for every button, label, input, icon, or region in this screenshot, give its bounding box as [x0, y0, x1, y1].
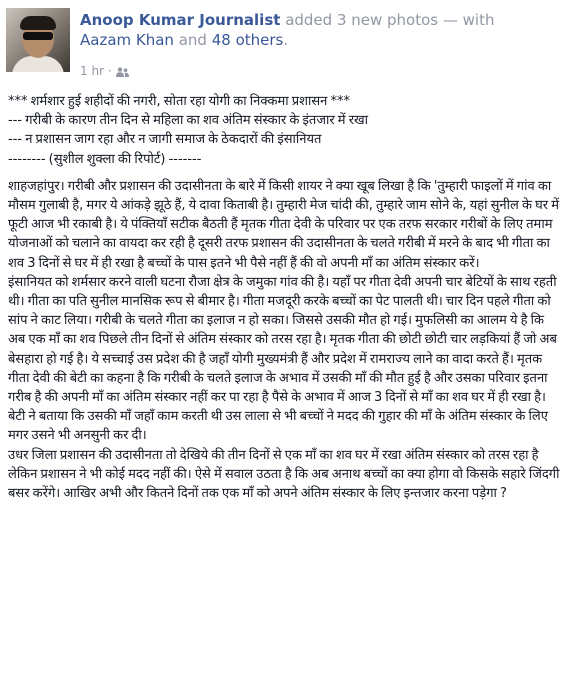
- subheadline-line: --- गरीबी के कारण तीन दिन से महिला का शव अंतिम संस्कार के इंतजार में रखा: [8, 113, 369, 129]
- post-meta: [80, 64, 129, 78]
- tagged-user-link[interactable]: Aazam Khan: [80, 31, 174, 49]
- paragraph: शाहजहांपुर। गरीबी और प्रशासन की उदासीनता के बारे में किसी शायर ने क्या खूब लिखा है कि 'तुम्हारी फाइलों में गांव का मौसम गुलाबी है, मगर ये आंकड़े झूठे हैं, ये दावा किताबी है। तुम्हारी मेज चांदी की, तुम्हारे जाम सोने के, यहां सुनील के घर में फूटी आज भी रकाबी है। ये पंक्तियाँ सटीक बैठती हैं मृतक गीता देवी के परिवार पर एक तरफ सरकार गरीबों के लिए तमाम योजनाओं को चलाने का वायदा कर रही है दूसरी तरफ प्रशासन की उदासीनता के चलते गरीबी में मरने के बाद भी गीता का शव 3 दिनों से घर में ही रखा है बच्चों के पास इतने भी पैसे नहीं हैं की वो अपनी माँ का अंतिम संस्कार करें।: [8, 178, 559, 271]
- byline: -------- (सुशील शुक्ला की रिपोर्ट) -------: [8, 151, 202, 167]
- subheadline-line: --- न प्रशासन जाग रहा और न जागी समाज के ठेकदारों की इंसानियत: [8, 132, 322, 148]
- avatar[interactable]: [6, 8, 70, 72]
- post-header: [80, 10, 550, 50]
- friends-icon[interactable]: [116, 64, 129, 78]
- others-link[interactable]: 48 others: [211, 31, 284, 49]
- timestamp-link[interactable]: 1 hr: [80, 64, 104, 78]
- paragraph: इंसानियत को शर्मसार करने वाली घटना रौजा क्षेत्र के जमुका गांव की है। यहाँ पर गीता देवी अपनी चार बेटियों के साथ रहती थी। गीता का पति सुनील मानसिक रूप से बीमार है। गीता मजदूरी करके बच्चों का पेट पालती थी। चार दिन पहले गीता को सांप ने काट लिया। गरीबी के चलते गीता का इलाज न हो सका। जिससे उसकी मौत हो गई। मुफलिसी का आलम ये है कि अब एक माँ का शव पिछले तीन दिनों से अंतिम संस्कार को तरस रहा है। मृतक गीता की छोटी छोटी चार लड़कियां हैं जो अब बेसहारा हो गई है। ये सच्चाई उस प्रदेश की है जहाँ योगी मुख्यमंत्री हैं और प्रदेश में रामराज्य लाने का वादा करते हैं। मृतक गीता देवी की बेटी का कहना है कि गरीबी के चलते इलाज के अभाव में उसकी माँ की मौत हुई है और उसका परिवार इतना गरीब है की अपनी माँ का अंतिम संस्कार नहीं कर पा रहा है पैसे के अभाव में आज 3 दिनों से माँ का शव घर में ही रखा है। बेटी ने बताया कि उसकी माँ जहाँ काम करती थी उस लाला से भी बच्चों ने मदद की गुहार की माँ के अंतिम संस्कार के लिए मगर उसने भी अनसुनी कर दी।: [8, 274, 557, 444]
- post-action-text: added 3 new photos — with: [280, 11, 495, 29]
- headline-line: *** शर्मशार हुई शहीदों की नगरी, सोता रहा योगी का निक्कमा प्रशासन ***: [8, 94, 350, 109]
- author-name-link[interactable]: Anoop Kumar Journalist: [80, 11, 281, 29]
- post-body: [8, 92, 560, 503]
- period-text: .: [283, 31, 289, 49]
- connector-text: and: [173, 31, 212, 49]
- paragraph: उधर जिला प्रशासन की उदासीनता तो देखिये की तीन दिनों से एक माँ का शव घर में रखा अंतिम संस्कार को तरस रहा है लेकिन प्रशासन ने भी कोई मदद नहीं की। ऐसे में सवाल उठता है कि अब अनाथ बच्चों का क्या होगा वो किसके सहारे जिंदगी बसर करेंगे। आखिर अभी और कितने दिनों तक एक माँ को अपने अंतिम संस्कार के लिए इन्तजार करना पड़ेगा ?: [8, 447, 560, 502]
- meta-separator: ·: [108, 64, 112, 78]
